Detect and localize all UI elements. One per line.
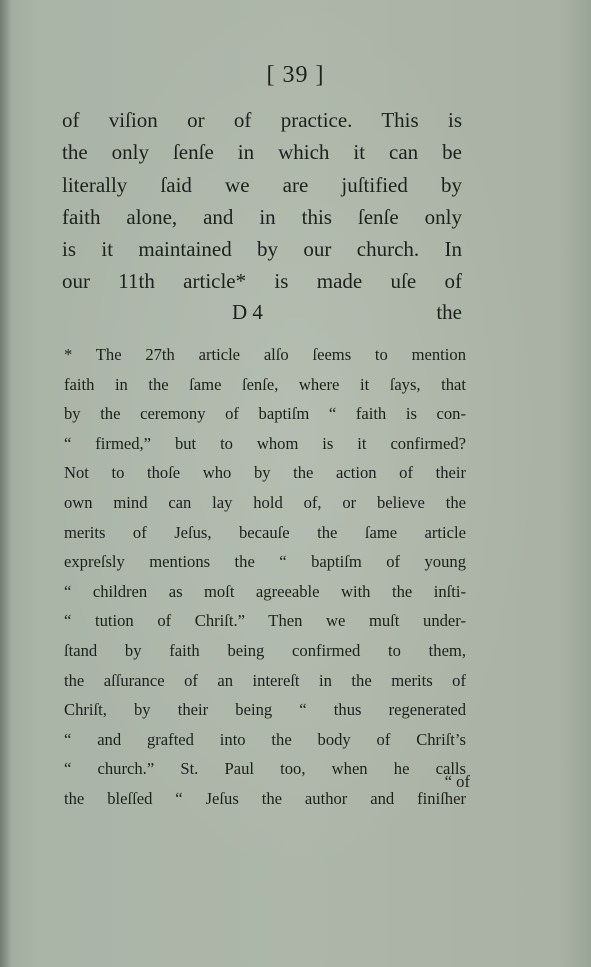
footnote-line: “ and grafted into the body of Chriſt’s xyxy=(64,729,466,749)
page-edge-shadow xyxy=(0,0,12,967)
signature-mark: D 4 xyxy=(232,300,263,324)
catchword: the xyxy=(436,300,462,324)
footnote-line: “ children as moſt agreeable with the inſti- xyxy=(64,581,466,601)
text-line: is it maintained by our church. In xyxy=(62,237,462,262)
footnote-line: expreſsly mentions the “ baptiſm of young xyxy=(64,552,466,572)
footnote xyxy=(64,340,466,814)
text-line: our 11th article* is made uſe of xyxy=(62,269,462,294)
main-text xyxy=(62,104,462,298)
footnote-line: Chriſt, by their being “ thus regenerated xyxy=(64,700,466,720)
footnote-line: Not to thoſe who by the action of their xyxy=(64,463,466,483)
footnote-line: the bleſſed “ Jeſus the author and finiſher xyxy=(64,788,466,808)
footnote-line: merits of Jeſus, becauſe the ſame article xyxy=(64,522,466,542)
text-line: the only ſenſe in which it can be xyxy=(62,140,462,165)
footnote-line: * The 27th article alſo ſeems to mention xyxy=(64,345,466,364)
signature-line xyxy=(62,296,462,328)
footnote-line: by the ceremony of baptiſm “ faith is con- xyxy=(64,404,466,424)
footnote-line: faith in the ſame ſenſe, where it ſays, that xyxy=(64,374,466,394)
text-line: of viſion or of practice. This is xyxy=(62,108,462,132)
footnote-line: the aſſurance of an intereſt in the merits of xyxy=(64,670,466,690)
footnote-line: ſtand by faith being confirmed to them, xyxy=(64,640,466,660)
footnote-line: “ firmed,” but to whom is it confirmed? xyxy=(64,433,466,453)
footnote-line: “ tution of Chriſt.” Then we muſt under- xyxy=(64,611,466,631)
footnote-line: “ church.” St. Paul too, when he calls xyxy=(64,759,466,779)
text-line: faith alone, and in this ſenſe only xyxy=(62,204,462,229)
page-number: [ 39 ] xyxy=(266,62,325,88)
footnote-catchword: “ of xyxy=(444,772,470,791)
footnote-line: own mind can lay hold of, or believe the xyxy=(64,492,466,512)
text-line: literally ſaid we are juſtified by xyxy=(62,172,462,197)
